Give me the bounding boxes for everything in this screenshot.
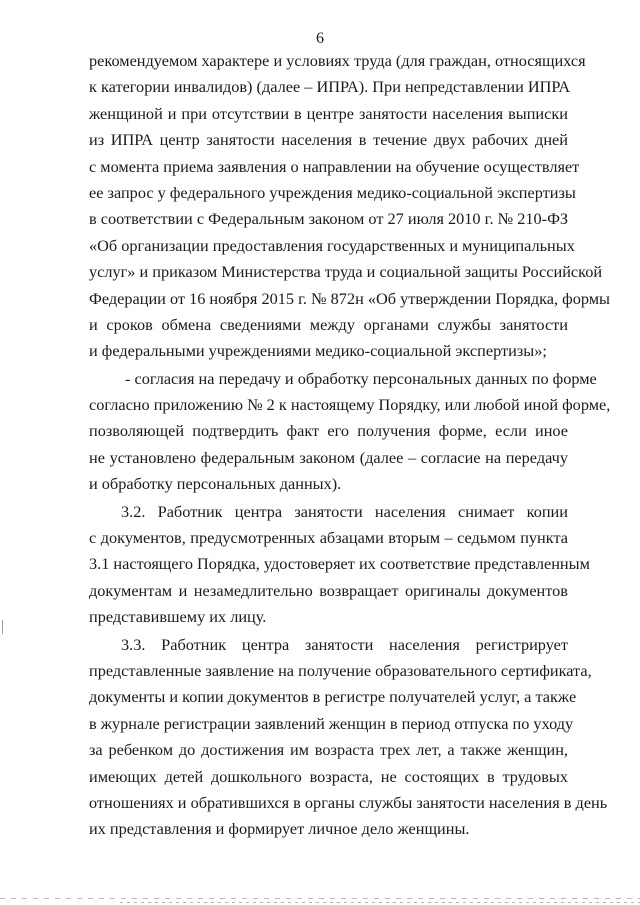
text-line: отношениях и обратившихся в органы службы занятости населения в день — [89, 792, 608, 812]
text-line: женщиной и при отсутствии в центре занятости населения выписки — [89, 103, 568, 123]
text-line: и федеральными учреждениями медико-социальной экспертизы»; — [89, 341, 547, 361]
text-line: в журнале регистрации заявлений женщин в период отпуска по уходу — [89, 713, 574, 733]
text-line: Федерации от 16 ноября 2015 г. № 872н «Об утверждении Порядка, формы — [89, 288, 610, 308]
text-line: с документов, предусмотренных абзацами вторым – седьмом пункта — [89, 528, 568, 548]
text-line: в соответствии с Федеральным законом от 27 июля 2010 г. № 210-ФЗ — [89, 209, 569, 229]
text-line: ее запрос у федерального учреждения медико-социальной экспертизы — [89, 182, 576, 202]
text-line: 3.1 настоящего Порядка, удостоверяет их соответствие представленным — [89, 554, 590, 574]
text-line: услуг» и приказом Министерства труда и социальной защиты Российской — [89, 262, 603, 282]
text-line: документы и копии документов в регистре получателей услуг, а также — [89, 687, 577, 707]
text-line: представившему их лицу. — [89, 607, 267, 627]
text-line: документам и незамедлительно возвращает оригиналы документов — [89, 580, 568, 600]
text-line: позволяющей подтвердить факт его получения форме, если иное — [89, 421, 568, 441]
text-line: и сроков обмена сведениями между органами службы занятости — [89, 314, 568, 334]
text-line: не установлено федеральным законом (далее – согласие на передачу — [89, 447, 568, 467]
text-line: из ИПРА центр занятости населения в течение двух рабочих дней — [89, 130, 568, 150]
page-number: 6 — [316, 30, 324, 47]
scan-margin-mark — [2, 620, 3, 634]
text-line: согласно приложению № 2 к настоящему Порядку, или любой иной форме, — [89, 395, 611, 415]
text-line: представленные заявление на получение образовательного сертификата, — [89, 660, 592, 680]
scan-edge-line — [120, 902, 640, 903]
text-line: рекомендуемом характере и условиях труда (для граждан, относящихся — [89, 51, 586, 70]
text-line: имеющих детей дошкольного возраста, не состоящих в трудовых — [89, 766, 568, 786]
text-line: с момента приема заявления о направлении на обучение осуществляет — [89, 156, 580, 176]
document-body — [89, 48, 611, 843]
text-line: 3.3. Работник центра занятости населения регистрирует — [121, 634, 568, 654]
text-line: и обработку персональных данных). — [89, 474, 342, 494]
text-line: 3.2. Работник центра занятости населения снимает копии — [121, 501, 568, 521]
text-line: - согласия на передачу и обработку персональных данных по форме — [125, 368, 597, 388]
scan-edge-line — [0, 898, 640, 899]
text-line: «Об организации предоставления государственных и муниципальных — [89, 235, 575, 255]
text-line: за ребенком до достижения им возраста трех лет, а также женщин, — [89, 740, 568, 760]
text-line: к категории инвалидов) (далее – ИПРА). При непредставлении ИПРА — [89, 77, 571, 97]
text-line: их представления и формирует личное дело женщины. — [89, 819, 470, 839]
